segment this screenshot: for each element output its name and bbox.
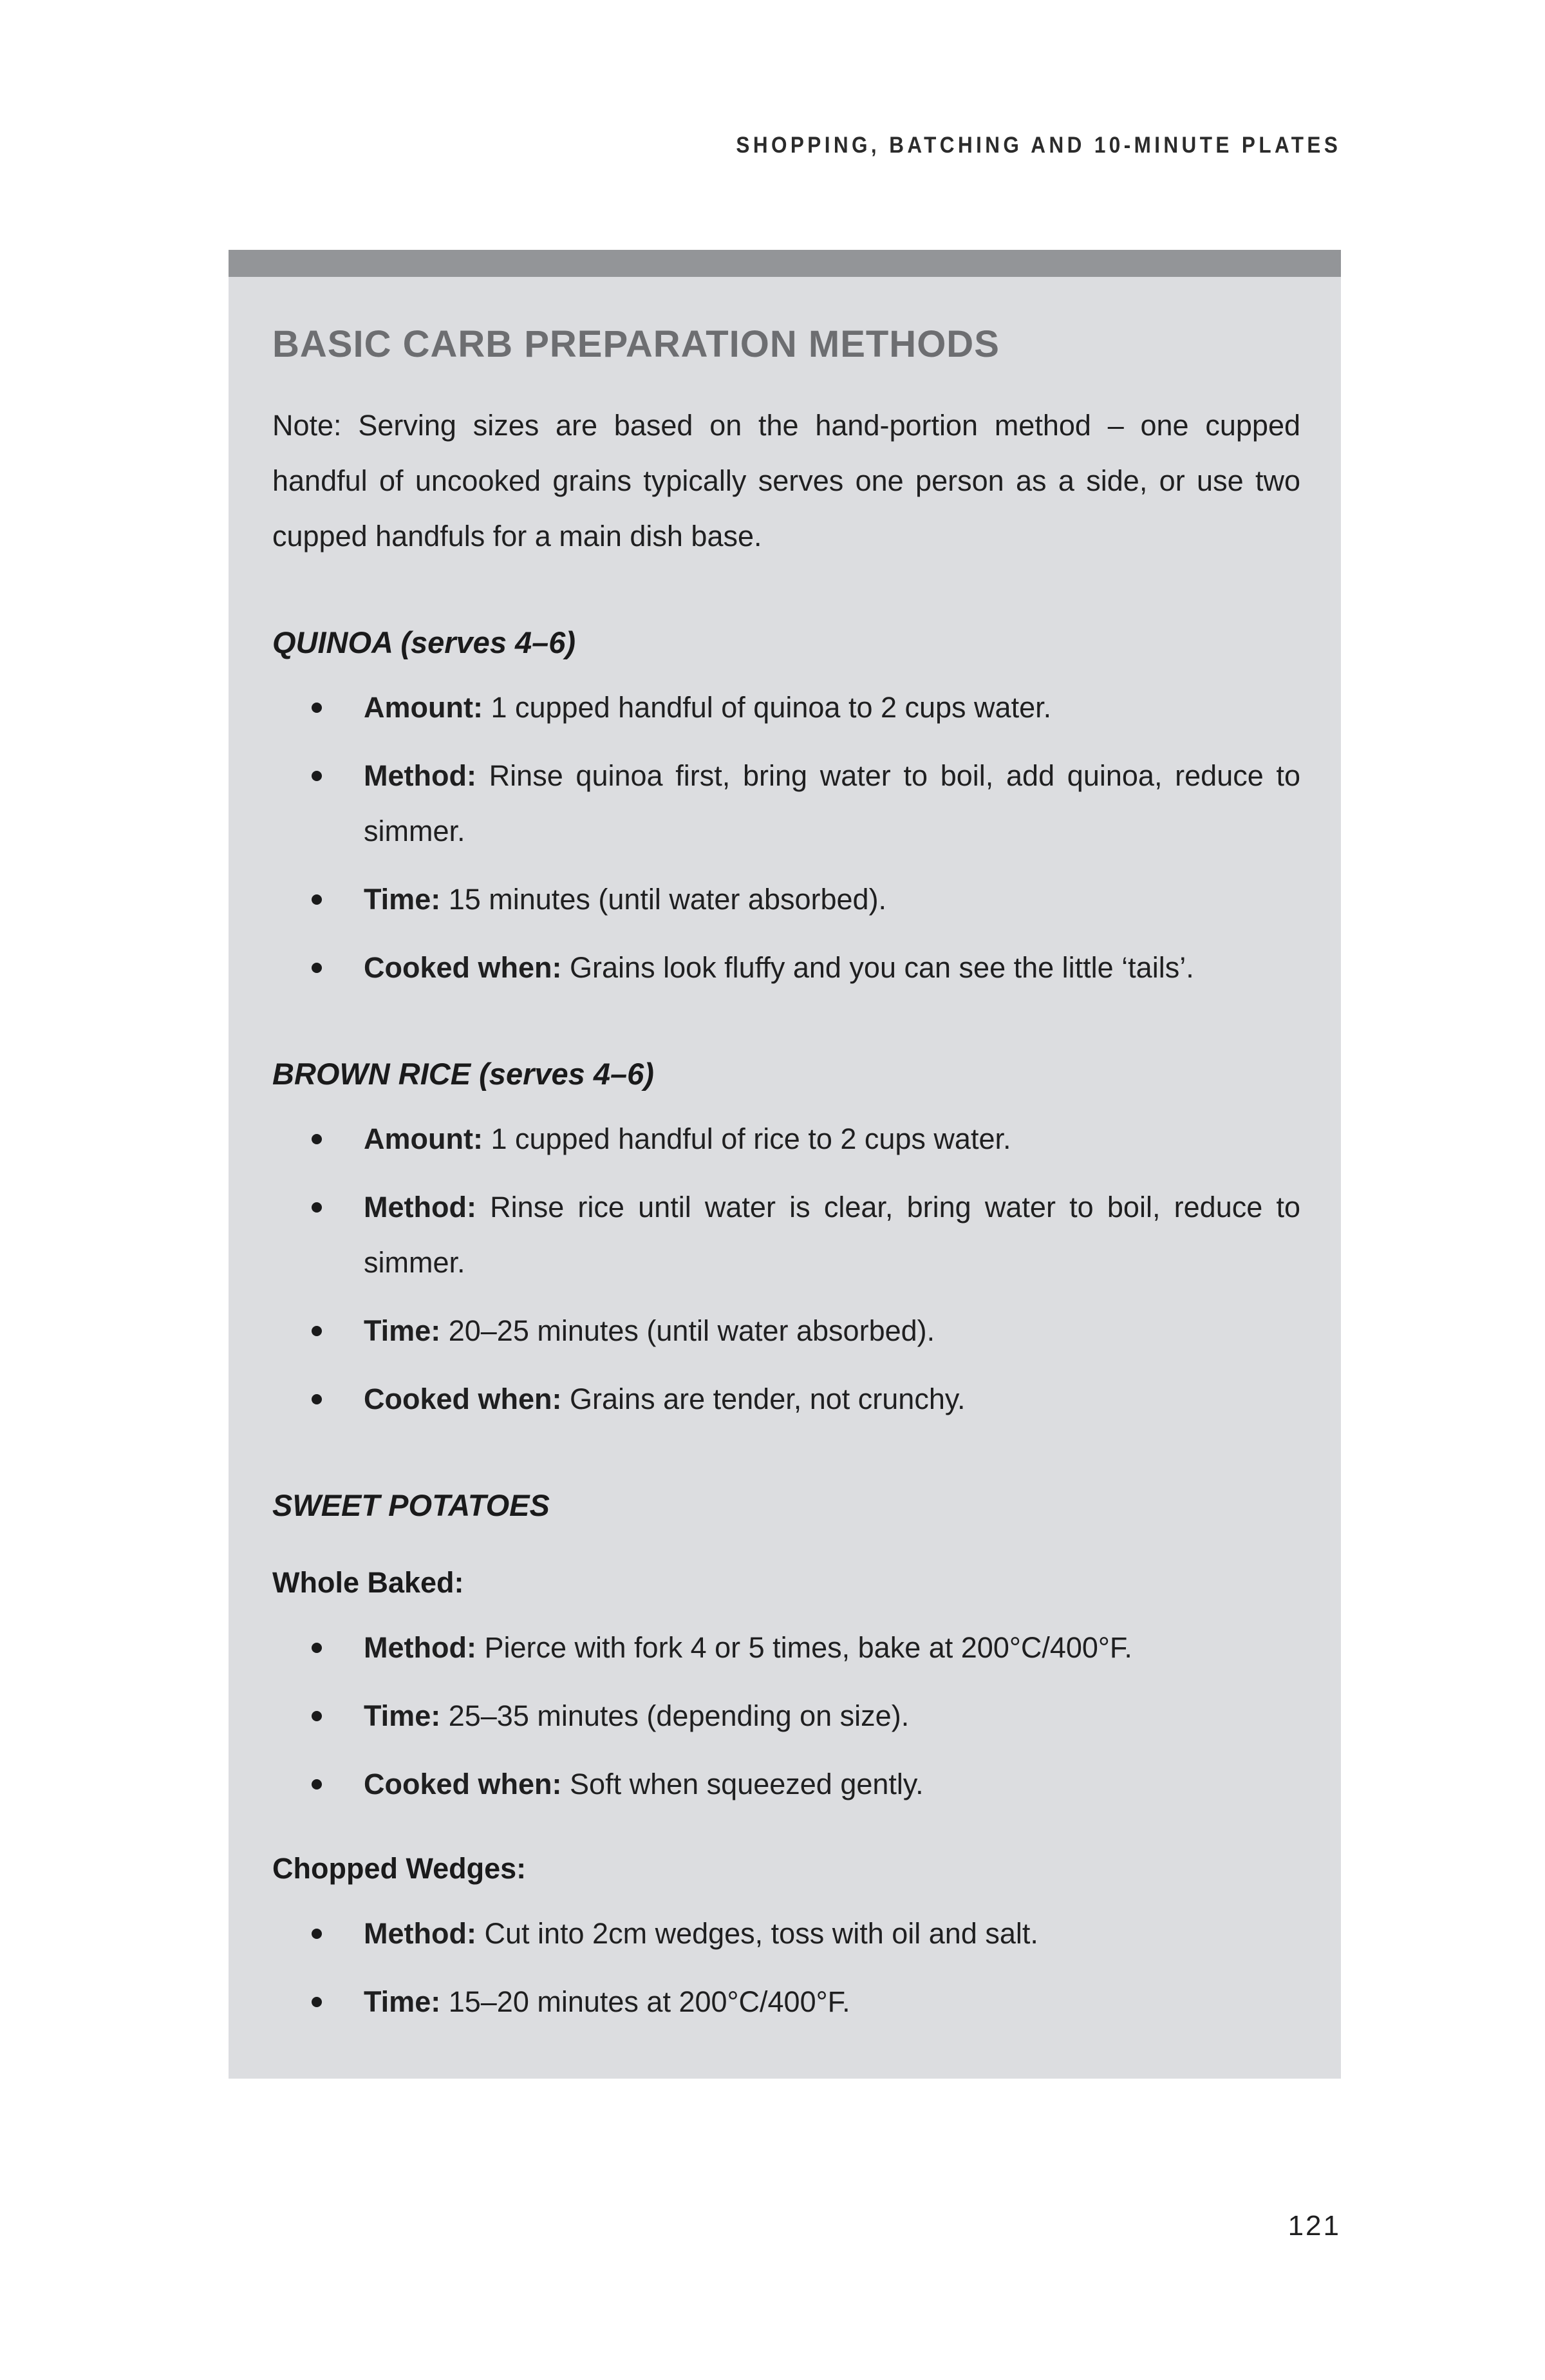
bullet-item — [272, 1906, 1300, 1961]
bullet-text: 25–35 minutes (depending on size). — [448, 1699, 910, 1732]
bullet-item — [272, 872, 1300, 927]
bullet-label: Method: — [364, 1631, 476, 1664]
bullet-text: Grains look fluffy and you can see the little ‘tails’. — [570, 951, 1194, 984]
bullet-text: Pierce with fork 4 or 5 times, bake at 200°C/400°F. — [484, 1631, 1132, 1664]
bullet-marker-icon — [312, 1929, 322, 1939]
bullet-marker-icon — [312, 1643, 322, 1653]
bullet-text: Cut into 2cm wedges, toss with oil and salt. — [484, 1917, 1038, 1950]
bullet-item — [272, 1303, 1300, 1359]
sections — [272, 622, 1300, 2030]
bullet-label: Cooked when: — [364, 951, 562, 984]
section — [272, 1053, 1300, 1427]
bullet-item — [272, 940, 1300, 996]
page-number: 121 — [1288, 2210, 1341, 2242]
panel-top-bar — [229, 250, 1341, 277]
bullet-label: Cooked when: — [364, 1768, 562, 1800]
bullet-item — [272, 748, 1300, 859]
bullet-text: 15–20 minutes at 200°C/400°F. — [448, 1985, 850, 2018]
bullet-label: Time: — [364, 883, 441, 916]
bullet-marker-icon — [312, 1134, 322, 1144]
bullet-text: Grains are tender, not crunchy. — [570, 1383, 966, 1415]
bullet-marker-icon — [312, 894, 322, 905]
bullet-marker-icon — [312, 1779, 322, 1790]
section-heading: BROWN RICE (serves 4–6) — [272, 1057, 654, 1091]
panel-body — [229, 277, 1341, 2079]
bullet-item — [272, 1372, 1300, 1427]
bullet-marker-icon — [312, 703, 322, 713]
bullet-item — [272, 1180, 1300, 1290]
content-panel — [229, 250, 1341, 2079]
bullet-text: 15 minutes (until water absorbed). — [448, 883, 887, 916]
bullet-item — [272, 1111, 1300, 1167]
bullet-label: Cooked when: — [364, 1383, 562, 1415]
bullet-text: Soft when squeezed gently. — [570, 1768, 924, 1800]
bullet-text: 20–25 minutes (until water absorbed). — [448, 1314, 935, 1347]
bullet-label: Amount: — [364, 691, 483, 724]
bullet-label: Time: — [364, 1699, 441, 1732]
bullet-item — [272, 680, 1300, 735]
bullet-text: 1 cupped handful of rice to 2 cups water. — [491, 1122, 1011, 1155]
bullet-marker-icon — [312, 771, 322, 781]
section-heading: SWEET POTATOES — [272, 1488, 550, 1522]
bullet-text: Rinse rice until water is clear, bring water to boil, reduce to simmer. — [364, 1191, 1300, 1279]
section-heading: Whole Baked: — [272, 1566, 464, 1599]
bullet-item — [272, 1620, 1300, 1676]
section — [272, 622, 1300, 996]
panel-title: BASIC CARB PREPARATION METHODS — [272, 323, 1000, 365]
bullet-item — [272, 1757, 1300, 1812]
bullet-label: Method: — [364, 1191, 476, 1223]
bullet-marker-icon — [312, 1394, 322, 1404]
section — [272, 1562, 1300, 1812]
bullet-list — [272, 1906, 1300, 2030]
bullet-text: 1 cupped handful of quinoa to 2 cups water. — [491, 691, 1052, 724]
running-header: SHOPPING, BATCHING AND 10-MINUTE PLATES — [736, 133, 1341, 158]
bullet-label: Time: — [364, 1985, 441, 2018]
section-heading: Chopped Wedges: — [272, 1852, 527, 1885]
bullet-marker-icon — [312, 1711, 322, 1721]
bullet-marker-icon — [312, 963, 322, 973]
bullet-item — [272, 1688, 1300, 1744]
bullet-text: Rinse quinoa first, bring water to boil, add quinoa, reduce to simmer. — [364, 759, 1300, 847]
bullet-marker-icon — [312, 1326, 322, 1336]
bullet-label: Method: — [364, 1917, 476, 1950]
bullet-marker-icon — [312, 1997, 322, 2007]
bullet-list — [272, 680, 1300, 996]
bullet-item — [272, 1974, 1300, 2030]
note-paragraph: Note: Serving sizes are based on the hand-portion method – one cupped handful of uncooked grains typically serves one person as a side, or use two cupped handfuls for a main dish base. — [272, 409, 1300, 552]
section-heading: QUINOA (serves 4–6) — [272, 625, 576, 659]
bullet-label: Method: — [364, 759, 476, 792]
bullet-label: Time: — [364, 1314, 441, 1347]
bullet-label: Amount: — [364, 1122, 483, 1155]
bullet-marker-icon — [312, 1202, 322, 1213]
section — [272, 1848, 1300, 2030]
bullet-list — [272, 1620, 1300, 1812]
section — [272, 1485, 1300, 1526]
bullet-list — [272, 1111, 1300, 1427]
